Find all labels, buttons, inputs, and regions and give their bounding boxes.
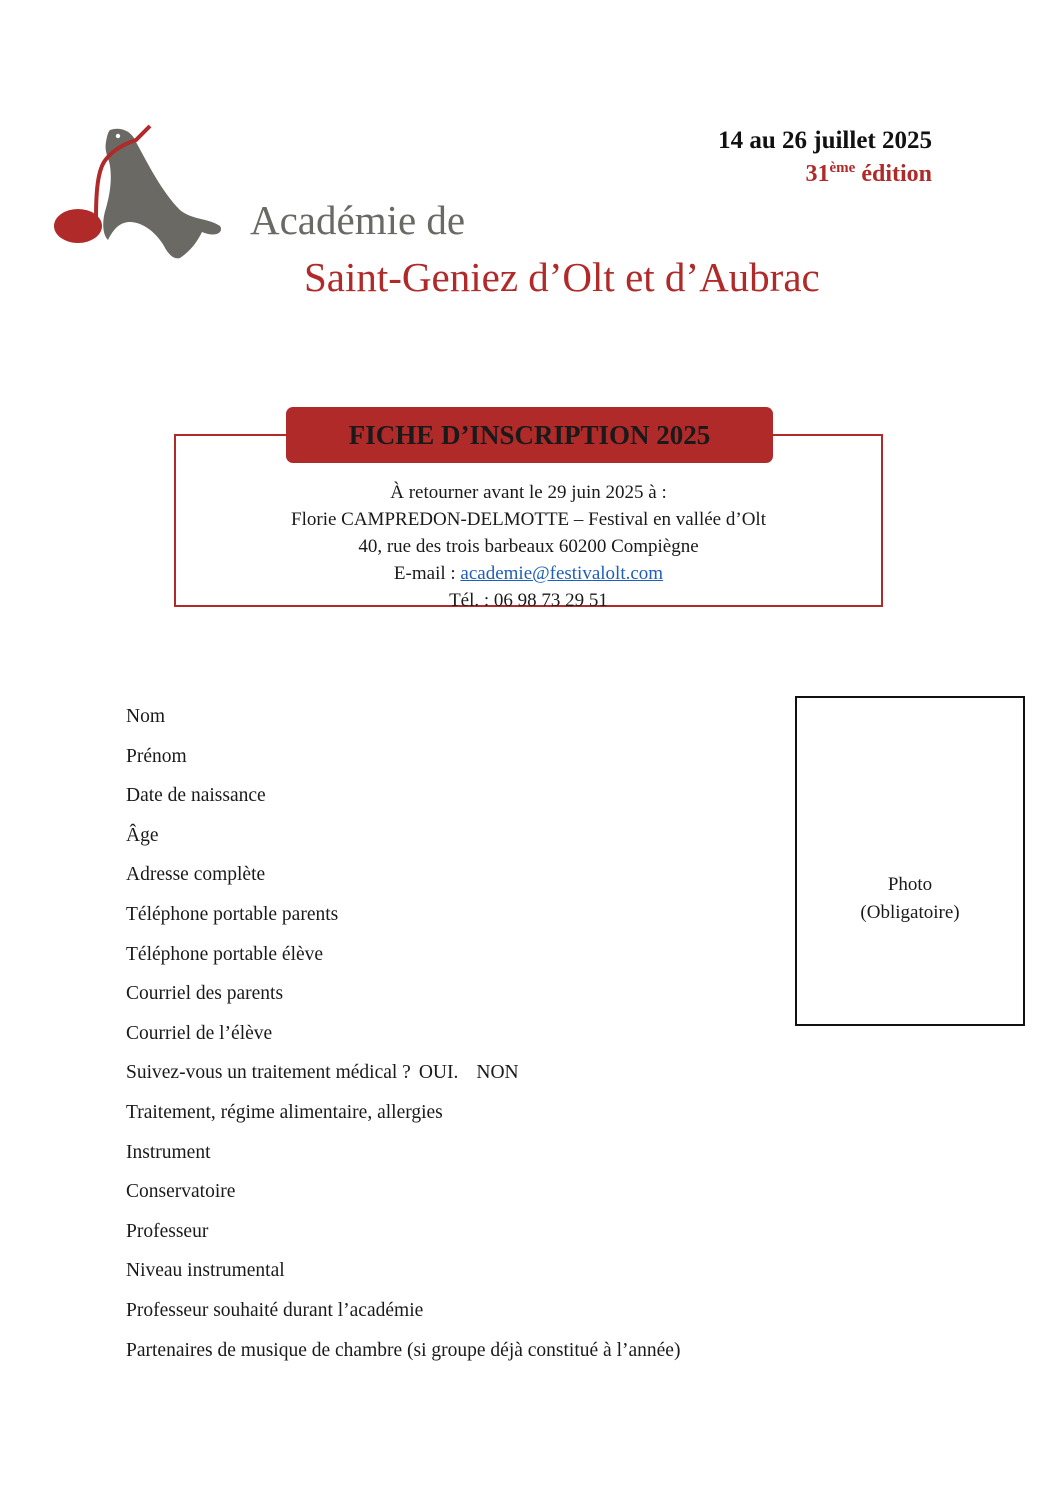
academie-logo	[52, 122, 227, 264]
note-head-icon	[54, 209, 102, 243]
postal-address: 40, rue des trois barbeaux 60200 Compiègne	[358, 536, 699, 557]
field-tel-eleve[interactable]: Téléphone portable élève	[126, 943, 324, 965]
field-regime-allergies[interactable]: Traitement, régime alimentaire, allergies	[126, 1101, 443, 1123]
field-courriel-eleve[interactable]: Courriel de l’élève	[126, 1022, 273, 1044]
field-age[interactable]: Âge	[126, 824, 159, 846]
photo-label: Photo	[887, 874, 933, 895]
edition-suffix: ème	[829, 160, 856, 176]
academie-title: Académie de	[250, 197, 466, 243]
field-partenaires[interactable]: Partenaires de musique de chambre (si groupe déjà constitué à l’année)	[126, 1339, 681, 1361]
contact-name: Florie CAMPREDON-DELMOTTE – Festival en vallée d’Olt	[291, 509, 766, 530]
phone-line: Tél. : 06 98 73 29 51	[449, 590, 608, 611]
photo-text	[797, 871, 1023, 927]
email-line	[174, 560, 883, 587]
festival-dates	[718, 127, 932, 188]
field-conservatoire[interactable]: Conservatoire	[126, 1181, 236, 1203]
field-professeur[interactable]: Professeur	[126, 1220, 209, 1242]
photo-note: (Obligatoire)	[860, 902, 960, 923]
medical-option-oui[interactable]: OUI.	[418, 1062, 459, 1084]
field-courriel-parents[interactable]: Courriel des parents	[126, 983, 284, 1005]
form-title-banner: FICHE D’INSCRIPTION 2025	[286, 407, 773, 463]
field-traitement-medical	[126, 1060, 680, 1100]
medical-option-non[interactable]: NON	[476, 1062, 519, 1084]
photo-box[interactable]	[795, 696, 1025, 1026]
email-label: E-mail :	[393, 563, 461, 584]
registration-fields	[126, 704, 680, 1377]
medical-question: Suivez-vous un traitement médical ?	[126, 1062, 411, 1084]
edition-number: 31	[805, 161, 830, 187]
field-niveau[interactable]: Niveau instrumental	[126, 1260, 285, 1282]
field-prenom[interactable]: Prénom	[126, 745, 187, 767]
field-adresse[interactable]: Adresse complète	[126, 864, 266, 886]
return-info	[174, 479, 883, 614]
edition-text	[718, 161, 932, 188]
email-link[interactable]: academie@festivalolt.com	[460, 563, 664, 584]
field-professeur-souhaite[interactable]: Professeur souhaité durant l’académie	[126, 1299, 424, 1321]
dates-text: 14 au 26 juillet 2025	[718, 127, 932, 154]
field-nom[interactable]: Nom	[126, 706, 165, 727]
academie-place: Saint-Geniez d’Olt et d’Aubrac	[304, 254, 820, 300]
field-date-naissance[interactable]: Date de naissance	[126, 785, 266, 807]
deadline-text: À retourner avant le 29 juin 2025 à :	[390, 482, 667, 503]
field-tel-parents[interactable]: Téléphone portable parents	[126, 903, 339, 925]
bird-eye-icon	[116, 134, 120, 138]
field-instrument[interactable]: Instrument	[126, 1141, 211, 1163]
edition-word: édition	[861, 161, 932, 187]
